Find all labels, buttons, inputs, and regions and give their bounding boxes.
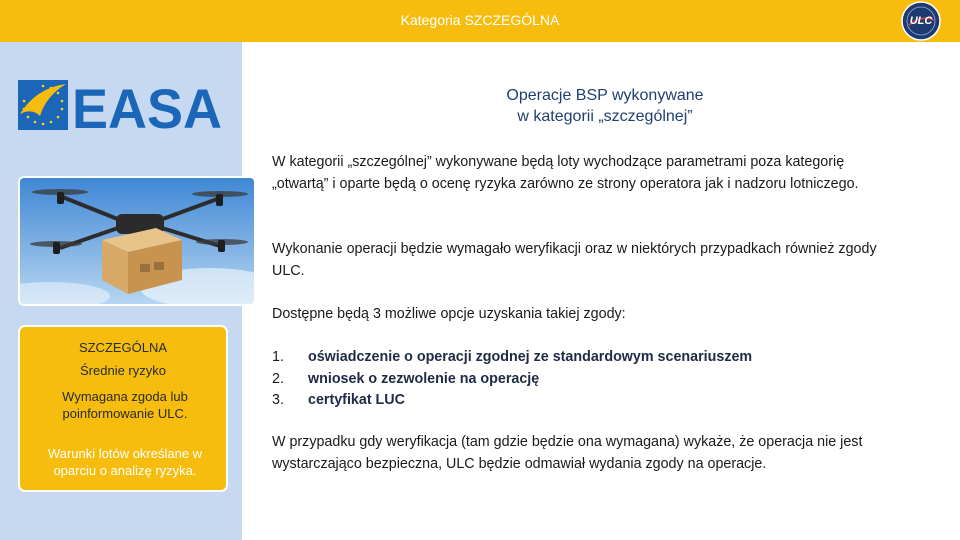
card-title: SZCZEGÓLNA: [78, 340, 168, 355]
ulc-logo-icon: [901, 1, 941, 41]
content-title-line2: w kategorii „szczególnej”: [517, 108, 693, 125]
card-approval-note: Wymagana zgoda lub poinformowanie ULC.: [62, 389, 188, 421]
drone-photo: [18, 176, 256, 306]
list-item-number: 3.: [272, 392, 284, 408]
drone-with-package-icon: [20, 178, 254, 304]
content-title: [430, 85, 780, 127]
content-title-line1: Operacje BSP wykonywane: [506, 87, 704, 104]
list-item: [272, 369, 892, 391]
easa-logo-text: EASA: [72, 78, 222, 132]
list-item: [272, 390, 892, 412]
easa-logo-icon: [18, 78, 224, 132]
card-conditions-note: Warunki lotów określane w oparciu o analizę ryzyka.: [47, 446, 203, 478]
ulc-logo-text: ULC: [909, 15, 933, 27]
paragraph-scope: W kategorii „szczególnej” wykonywane będą loty wychodzące parametrami poza kategorię „otwartą” i oparte będą o ocenę ryzyka zarówno ze strony operatora jak i nadzoru lotniczego.: [272, 154, 859, 192]
list-item-text: certyfikat LUC: [308, 392, 405, 408]
paragraph-refusal: W przypadku gdy weryfikacja (tam gdzie będzie ona wymagana) wykaże, że operacja nie jest wystarczająco bezpieczna, ULC będzie odmawiał wydania zgody na operacje.: [272, 434, 863, 472]
list-item-number: 2.: [272, 370, 284, 387]
options-list: [272, 347, 892, 412]
card-risk-level: Średnie ryzyko: [80, 363, 166, 378]
list-item-number: 1.: [272, 349, 284, 365]
list-item-text: wniosek o zezwolenie na operację: [308, 370, 540, 387]
paragraph-options-intro: Dostępne będą 3 możliwe opcje uzyskania takiej zgody:: [272, 306, 626, 322]
header-bar: [0, 0, 960, 42]
category-card: [18, 325, 228, 492]
slide-title: Kategoria SZCZEGÓLNA: [400, 12, 560, 28]
list-item-text: oświadczenie o operacji zgodnej ze standardowym scenariuszem: [308, 349, 753, 365]
paragraph-verification: Wykonanie operacji będzie wymagało weryfikacji oraz w niektórych przypadkach również zgody ULC.: [272, 241, 877, 279]
list-item: [272, 347, 892, 369]
